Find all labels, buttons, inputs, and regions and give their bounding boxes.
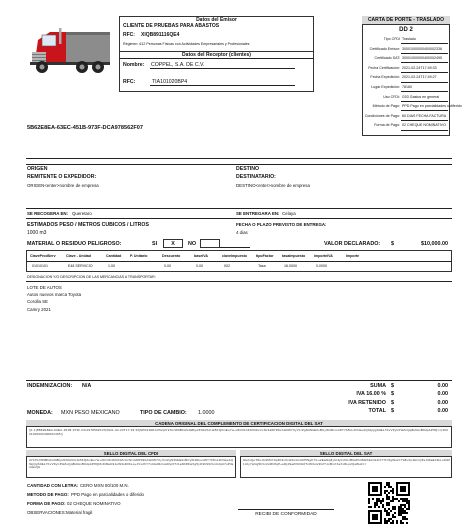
company-logo-truck: [26, 26, 120, 76]
declarado-currency: $: [391, 241, 394, 247]
observaciones-value: Material fragil: [66, 510, 93, 515]
cambio-label: TIPO DE CAMBIO:: [140, 410, 187, 416]
total-value: 0.00: [437, 391, 448, 398]
sello-sat-title: SELLO DIGITAL DEL SAT: [240, 450, 452, 457]
entrega-label: SE ENTREGARA EN:: [236, 211, 280, 216]
total-value: 0.00: [437, 408, 448, 415]
entrega-value: Celaya: [282, 211, 296, 216]
items-header-cell: importeIVA: [314, 254, 333, 258]
peligroso-no-box: [200, 239, 220, 248]
declarado-value: $10,000.00: [421, 241, 448, 247]
designacion-label: DESIGNACION Y/O DESCRIPCION DE LAS MERCANCIAS A TRANSPORTAR:: [27, 275, 156, 279]
emisor-rfc-label: RFC:: [123, 32, 135, 38]
doc-field-underline: [401, 43, 448, 44]
doc-field-value: G03 Gastos en general: [402, 94, 440, 99]
doc-field-label: Condiciones de Pago:: [364, 113, 400, 118]
emisor-header: Datos del Emisor: [196, 17, 237, 23]
indemnizacion-value: N/A: [82, 383, 92, 389]
emisor-rfc: XIQB891116QE4: [141, 32, 180, 38]
total-label: SUMA: [370, 383, 386, 389]
descripcion-line: Autos nuevos marca Toyota: [27, 292, 82, 298]
receptor-nombre: COPPEL, S.A. DE C.V.: [151, 62, 205, 68]
sello-sat-text: Gk2nQeT8uJ4rW6lY0pZb3vXcH9mA1sDf5NgK7iLo2EwRq8yUt4jVx6CzB0aPh3MdS9eOk1fIr7lTn5gWu2cYb8vXp4HmQ6sJd0aEz3kLo9iRf1tUy7wNg5bVc2xMh8qP+eDj4SaZr6lOk0TnW3uIv9GfY1cBm7AsXo5Lp2Qe8Hd==: [243, 458, 450, 466]
items-cell: 0.00: [164, 264, 171, 268]
declarado-label: VALOR DECLARADO:: [324, 241, 381, 247]
qr-code: [368, 482, 410, 524]
total-value: 0.00: [437, 399, 448, 406]
cantidad-letra-label: CANTIDAD CON LETRA:: [27, 483, 79, 488]
estimados-value: 1000 m3: [27, 230, 47, 236]
doc-field-value: Traslado: [402, 37, 416, 41]
doc-field-underline: [401, 53, 448, 54]
doc-field-value: 60 DIAS FECHA FACTURA: [402, 113, 447, 118]
metodo-label: METODO DE PAGO:: [27, 492, 69, 497]
descripcion-line: Camry 2021: [27, 306, 51, 312]
items-header-cell: P. Unitario: [130, 254, 148, 258]
origen-title: ORIGEN: [27, 166, 48, 172]
doc-field-label: Fecha Certificación:: [368, 65, 400, 70]
total-label: IVA 16.00 %: [356, 391, 386, 398]
uuid: 5B62E8EA-63EC-451B-973F-DCA978562F07: [27, 125, 143, 131]
items-header-cell: ClaveProdServ: [30, 254, 56, 258]
destino-sub: DESTINATARIO:: [236, 174, 276, 180]
doc-field-label: Tipo CFDI: [383, 37, 400, 41]
indemnizacion-label: INDEMNIZACION:: [27, 383, 73, 389]
origen-sub: REMITENTE O EXPEDIDOR:: [27, 174, 97, 180]
peligroso-si-box: X: [163, 239, 183, 248]
items-header-cell: Cantidad: [106, 254, 122, 258]
items-cell: 0.00: [196, 264, 203, 268]
doc-field-label: Forma de Pago:: [374, 123, 400, 128]
total-currency: $: [391, 383, 394, 389]
sello-cfdi-title: SELLO DIGITAL DEL CFDI: [26, 450, 236, 457]
peligroso-si: SI: [152, 241, 158, 247]
total-label: IVA RETENIDO: [348, 399, 386, 406]
emisor-name: CLIENTE DE PRUEBAS PARA ABASTOS: [123, 23, 220, 29]
forma-value: 02 CHEQUE NOMINATIVO: [67, 501, 121, 506]
emisor-regimen: Régimen: 612 Personas Físicas con Actividades Empresariales y Profesionales: [123, 42, 250, 46]
receptor-rfc: TIA101020BP4: [152, 79, 188, 85]
items-header-cell: Clave - Unidad: [66, 254, 91, 258]
doc-field-value: 2021-02-24T17:49:27: [402, 75, 437, 80]
items-cell: Tasa: [258, 264, 266, 268]
total-currency: $: [391, 408, 394, 415]
descripcion-line: LOTE DE AUTOS: [27, 285, 62, 290]
observaciones-label: OBSERVACIONES:: [27, 510, 66, 515]
plazo-label: FECHA O PLAZO PREVISTO DE ENTREGA:: [236, 222, 327, 227]
destino-title: DESTINO: [236, 166, 260, 172]
cambio-value: 1.0000: [198, 410, 215, 416]
recoge-label: SE RECOGERA EN:: [27, 211, 69, 216]
receptor-nombre-label: Nombre:: [123, 62, 145, 68]
doc-field-underline: [401, 110, 448, 111]
doc-field-underline: [401, 130, 448, 131]
total-currency: $: [391, 391, 394, 398]
items-cell: 0.0000: [316, 264, 327, 268]
cantidad-letra-value: CERO MXN 00/100 M.N.: [80, 483, 129, 488]
moneda-label: MONEDA:: [27, 410, 53, 416]
doc-field-label: Uso CFDI:: [383, 94, 400, 99]
receptor-header: Datos del Receptor (clientes): [182, 52, 251, 58]
doc-field-value: 02 CHEQUE NOMINATIVO: [402, 123, 446, 128]
doc-field-underline: [401, 120, 448, 121]
doc-field-value: 30001000000400002495: [402, 56, 442, 61]
items-header-cell: baseIVA: [194, 254, 208, 258]
forma-label: FORMA DE PAGO:: [27, 501, 66, 506]
items-header-cell: Descuento: [162, 254, 181, 258]
estimados-label: ESTIMADOS PESO / METROS CUBICOS / LITROS: [27, 222, 149, 228]
doc-field-underline: [401, 91, 448, 92]
recibi-label: RECIBI DE CONFORMIDAD: [255, 512, 317, 517]
origen-value: ORIGEN<enter>nombre de empresa: [27, 183, 99, 188]
doc-field-value: 30001000000400002336: [402, 46, 442, 51]
doc-field-underline: [401, 101, 448, 102]
descripcion-line: Corolla SE: [27, 299, 48, 305]
peligroso-label: MATERIAL O RESIDUO PELIGROSO:: [27, 241, 122, 247]
doc-field-label: Fecha Expedición:: [370, 75, 400, 80]
items-header-cell: Importe: [346, 254, 360, 258]
items-cell: 002: [224, 264, 230, 268]
doc-title: CARTA DE PORTE - TRASLADO: [362, 16, 450, 25]
recoge-value: Queretaro: [72, 211, 92, 216]
items-cell: E48 SERVICIO: [68, 264, 93, 268]
total-currency: $: [391, 399, 394, 406]
items-cell: 16.0000: [284, 264, 297, 268]
items-header-cell: claveImpuesto: [222, 254, 247, 258]
destino-value: DESTINO<enter>nombre de empresa: [236, 183, 310, 188]
doc-field-underline: [401, 62, 448, 63]
doc-field-underline: [401, 82, 448, 83]
moneda-value: MXN PESO MEXICANO: [61, 410, 120, 416]
items-header-cell: tasaImpuesto: [282, 254, 306, 258]
total-value: 0.00: [437, 383, 448, 389]
doc-field-label: Lugar Expedición:: [371, 85, 400, 89]
doc-field-label: Certificado Emisor:: [369, 46, 400, 51]
metodo-value: PPD Pago en parcialidades o diferido: [71, 492, 144, 497]
doc-field-value: 78160: [402, 85, 412, 89]
peligroso-no: NO: [188, 241, 197, 247]
doc-field-underline: [401, 72, 448, 73]
items-cell: 01010101: [32, 264, 48, 268]
total-label: TOTAL: [368, 408, 386, 415]
cadena-text: ||1.1|5B62E8EA-63EC-451B-973F-DCA978562F07|2021-02-24T17:49:33|SPR190613I52|dYk7bzW9BhAG0i8bp2F9AVbC1k5FQ0mEo7w+dKOtK4KK03ZvCcNz4d0P39GhH0W7XyV1/ZgN3NkE0vBCyW4RmcA8Y7b8nL2hhHeAQfHjQgS0EL7KvV9yCPHZoQq8k9AxB0dpAP8Q==|30001000000400002495||: [29, 428, 448, 436]
plazo-value: 4 dias: [236, 230, 248, 235]
doc-field-label: Certificado SAT:: [374, 56, 400, 61]
sello-cfdi-text: dYk7bzW9BhAG0i8bp2F9AVbC1k5FQ0mEo7w+dKOtK4KK03ZvCcNz4d0P39GhH0W7XyV1/ZgN3NkE0vBCyW4RmcA8Y7b8nL2hhHeAQfHjQgS0EL7KvV9yCPHZoQq8k9AxB0dpAP8QMx9tMeRk1oW3sD0bLq+JVx2fiY7n4GdRcUe0Kp6Tz1aNh8FwXg5yO3bS9iVmC2jAl7uPrE4tHoQk: [29, 458, 234, 470]
receptor-rfc-label: RFC:: [123, 79, 136, 85]
cadena-title: CADENA ORIGINAL DEL COMPLEMENTO DE CERTIFICACION DIGITAL DEL SAT: [26, 420, 452, 427]
doc-field-value: PPD Pago en parcialidades o diferido: [402, 104, 462, 109]
doc-number: DD 2: [399, 27, 413, 33]
items-header-cell: tipoFactor: [256, 254, 274, 258]
doc-field-label: Método de Pago:: [372, 104, 400, 109]
items-cell: 1.00: [108, 264, 115, 268]
doc-field-value: 2021-02-24T17:49:33: [402, 65, 437, 70]
